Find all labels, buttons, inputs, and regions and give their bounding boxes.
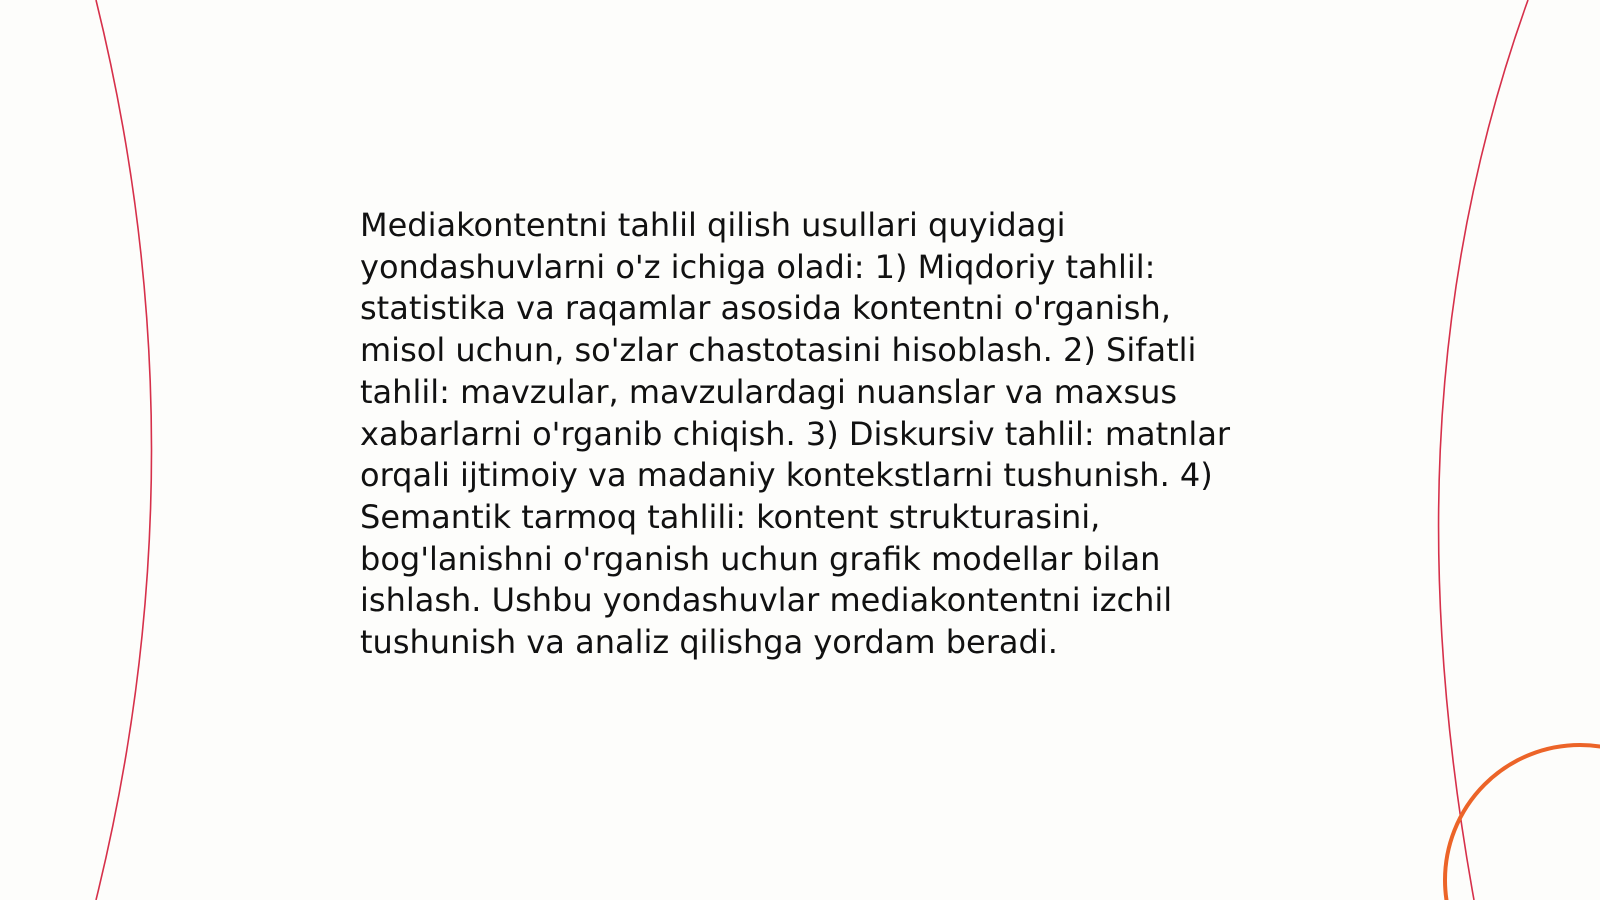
accent-circle — [1445, 745, 1600, 900]
left-arc-line — [96, 0, 152, 900]
slide-body-text: Mediakontentni tahlil qilish usullari quyidagi yondashuvlarni o'z ichiga oladi: 1) Miqdoriy tahlil: statistika va raqamlar asosida kontentni o'rganish, misol uchun, so'zlar chastotasini hisoblash. 2) Sifatli tahlil: mavzular, mavzulardagi nuanslar va maxsus xabarlarni o'rganib chiqish. 3) Diskursiv tahlil: matnlar orqali ijtimoiy va madaniy kontekstlarni tushunish. 4) Semantik tarmoq tahlili: kontent strukturasini, bog'lanishni o'rganish uchun grafik modellar bilan ishlash. Ushbu yondashuvlar mediakontentni izchil tushunish va analiz qilishga yordam beradi. — [360, 206, 1231, 662]
right-arc-line — [1439, 0, 1528, 900]
